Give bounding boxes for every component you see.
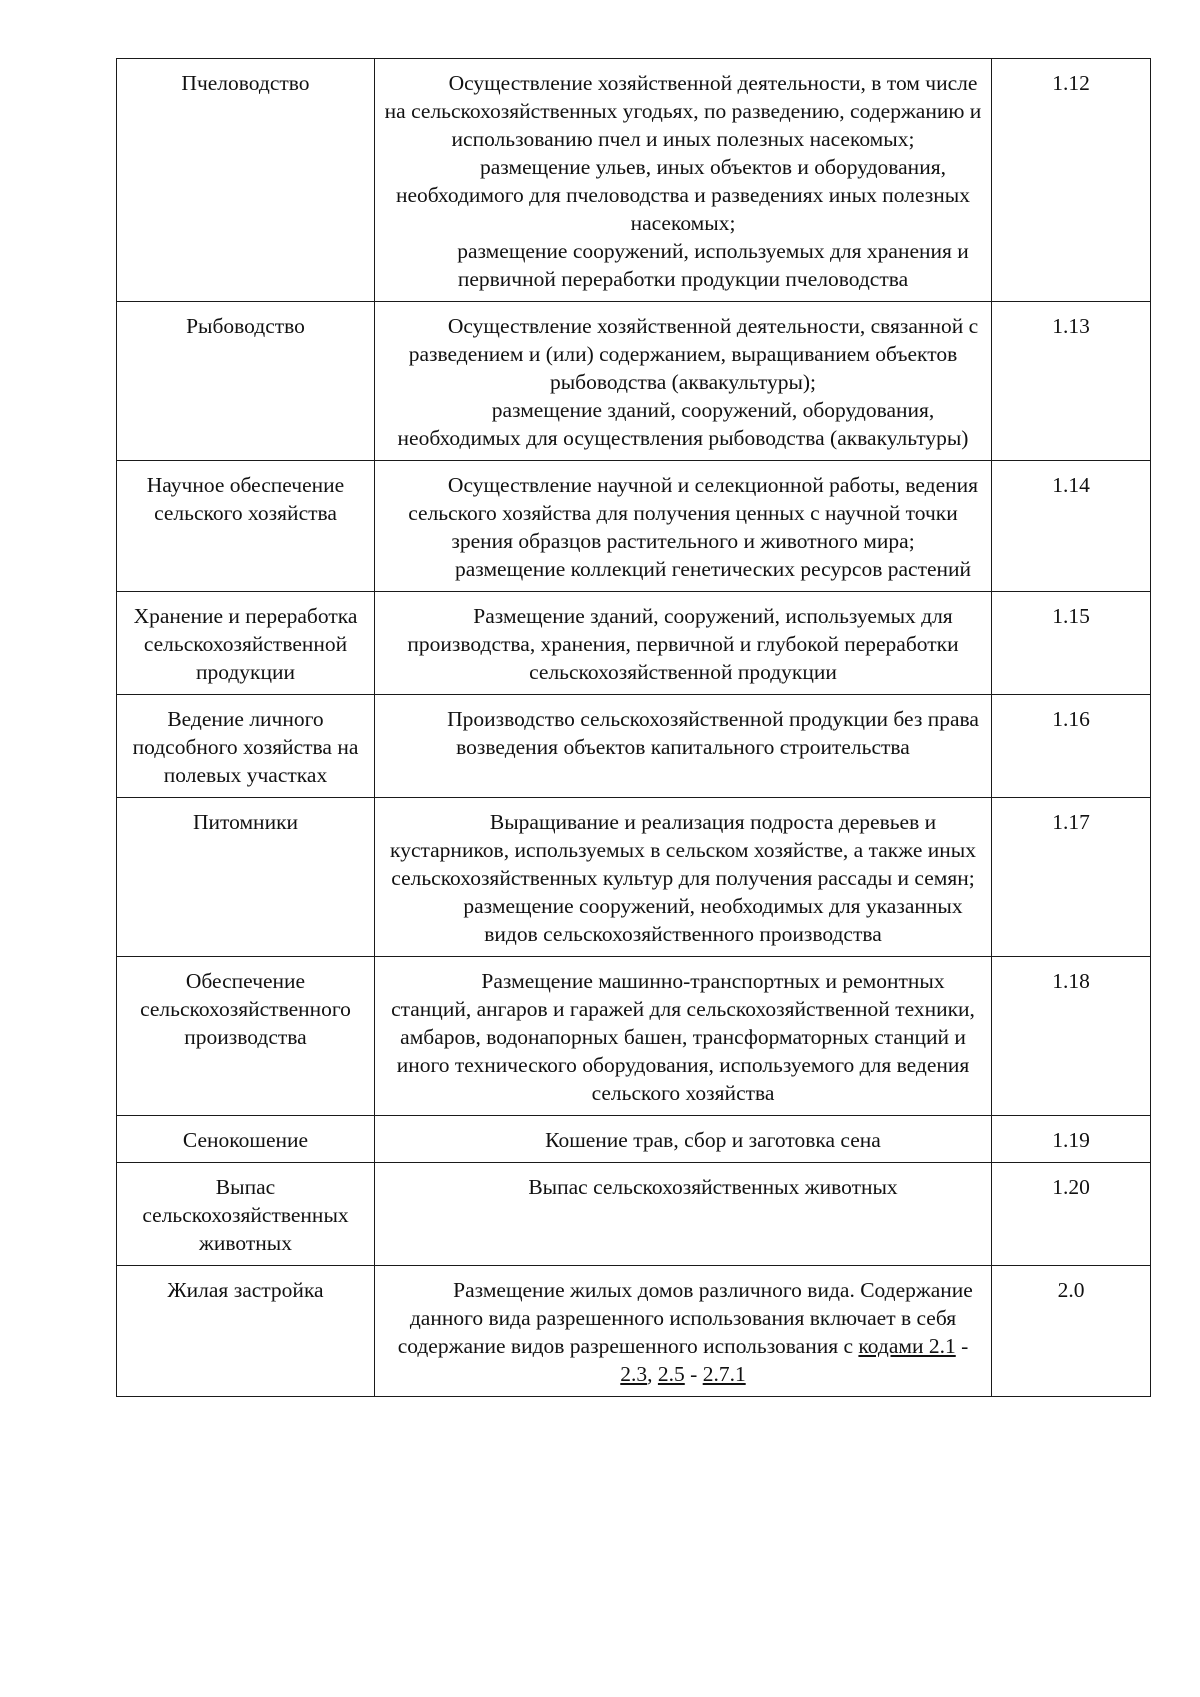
- land-use-name: Ведение личного подсобного хозяйства на полевых участках: [117, 695, 375, 798]
- land-use-code: 1.14: [992, 461, 1151, 592]
- land-use-description: [375, 59, 992, 302]
- table-row: [117, 1266, 1151, 1397]
- code-link-2-5[interactable]: 2.5: [657, 1362, 685, 1386]
- table-row: [117, 1116, 1151, 1163]
- range-separator: -: [961, 1334, 969, 1358]
- table-body: [117, 59, 1151, 1397]
- code-link-2-3[interactable]: 2.3: [620, 1362, 648, 1386]
- land-use-code: 1.16: [992, 695, 1151, 798]
- land-use-description: [375, 592, 992, 695]
- range-separator: -: [690, 1362, 698, 1386]
- land-use-name: Обеспечение сельскохозяйственного производства: [117, 957, 375, 1116]
- description-paragraph: Осуществление хозяйственной деятельности, связанной с разведением и (или) содержанием, выращиванием объектов рыбоводства (аквакультуры);: [408, 314, 979, 394]
- code-link-2-1[interactable]: кодами 2.1: [858, 1334, 956, 1358]
- land-use-code: 1.20: [992, 1163, 1151, 1266]
- description-paragraph: размещение сооружений, необходимых для указанных видов сельскохозяйственного производства: [463, 894, 963, 946]
- description-paragraph: Производство сельскохозяйственной продукции без права возведения объектов капитального строительства: [447, 707, 979, 759]
- table-row: [117, 798, 1151, 957]
- description-paragraph: Выращивание и реализация подроста деревьев и кустарников, используемых в сельском хозяйстве, а также иных сельскохозяйственных культур для получения рассады и семян;: [390, 810, 976, 890]
- table-row: [117, 1163, 1151, 1266]
- land-use-description: [375, 1266, 992, 1397]
- land-use-description: [375, 695, 992, 798]
- table-row: [117, 592, 1151, 695]
- land-use-name: Жилая застройка: [117, 1266, 375, 1397]
- land-use-code: 1.18: [992, 957, 1151, 1116]
- description-paragraph: размещение ульев, иных объектов и оборудования, необходимого для пчеловодства и разведениях иных полезных насекомых;: [395, 155, 970, 235]
- land-use-code: 1.12: [992, 59, 1151, 302]
- description-paragraph: Размещение зданий, сооружений, используемых для производства, хранения, первичной и глубокой переработки сельскохозяйственной продукции: [407, 604, 959, 684]
- land-use-code: 2.0: [992, 1266, 1151, 1397]
- land-use-name: Питомники: [117, 798, 375, 957]
- description-paragraph: размещение коллекций генетических ресурсов растений: [454, 557, 972, 581]
- description-paragraph: Осуществление хозяйственной деятельности, в том числе на сельскохозяйственных угодьях, по разведению, содержанию и использованию пчел и иных полезных насекомых;: [384, 71, 982, 151]
- description-paragraph: Кошение трав, сбор и заготовка сена: [545, 1128, 881, 1152]
- table-row: [117, 957, 1151, 1116]
- land-use-description: [375, 461, 992, 592]
- table-row: [117, 59, 1151, 302]
- list-separator: ,: [647, 1362, 653, 1386]
- description-paragraph: Выпас сельскохозяйственных животных: [528, 1175, 898, 1199]
- description-paragraph: размещение зданий, сооружений, оборудования, необходимых для осуществления рыбоводства (аквакультуры): [397, 398, 969, 450]
- land-use-code: 1.19: [992, 1116, 1151, 1163]
- land-use-description: [375, 1163, 992, 1266]
- land-use-code: 1.13: [992, 302, 1151, 461]
- land-use-name: Пчеловодство: [117, 59, 375, 302]
- land-use-name: Сенокошение: [117, 1116, 375, 1163]
- table-row: [117, 695, 1151, 798]
- land-use-description: [375, 302, 992, 461]
- description-paragraph: Осуществление научной и селекционной работы, ведения сельского хозяйства для получения ценных с научной точки зрения образцов растительного и животного мира;: [408, 473, 979, 553]
- code-link-2-7-1[interactable]: 2.7.1: [702, 1362, 746, 1386]
- land-use-description: [375, 798, 992, 957]
- land-use-description: [375, 1116, 992, 1163]
- description-paragraph: размещение сооружений, используемых для хранения и первичной переработки продукции пчеловодства: [457, 239, 969, 291]
- description-paragraph: [381, 1276, 985, 1388]
- description-intro-text: Размещение жилых домов различного вида. Содержание данного вида разрешенного использования включает в себя содержание видов разрешенного использования с: [397, 1278, 973, 1358]
- land-use-name: Хранение и переработка сельскохозяйственной продукции: [117, 592, 375, 695]
- land-use-description: [375, 957, 992, 1116]
- table-row: [117, 461, 1151, 592]
- land-use-name: Выпас сельскохозяйственных животных: [117, 1163, 375, 1266]
- land-use-code: 1.17: [992, 798, 1151, 957]
- land-use-name: Рыбоводство: [117, 302, 375, 461]
- land-use-code: 1.15: [992, 592, 1151, 695]
- description-paragraph: Размещение машинно-транспортных и ремонтных станций, ангаров и гаражей для сельскохозяйственной техники, амбаров, водонапорных башен, трансформаторных станций и иного технического оборудования, используемого для ведения сельского хозяйства: [391, 969, 975, 1105]
- land-use-table: [116, 58, 1151, 1397]
- land-use-name: Научное обеспечение сельского хозяйства: [117, 461, 375, 592]
- table-row: [117, 302, 1151, 461]
- document-page: [116, 58, 1150, 1397]
